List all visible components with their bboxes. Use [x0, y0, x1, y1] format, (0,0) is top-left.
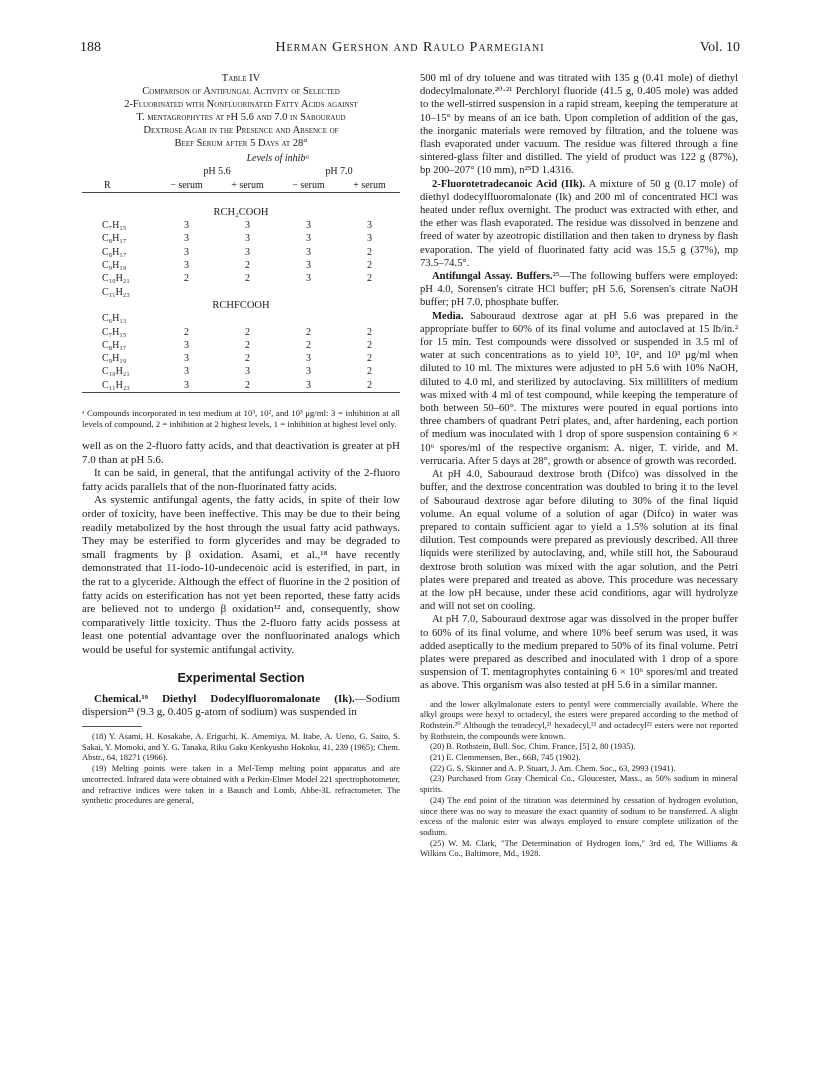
table-row	[82, 286, 400, 299]
inhibition-level: 2	[367, 353, 372, 365]
footnote: (18) Y. Asami, H. Kosakabe, A. Eriguchi, K. Amemiya, M. Itabe, A. Ueno, G. Saito, S. Sakai, Y. Momoki, and Y. G. Tanaka, Riku Gaku Kenkyusho Hokoku, 41, 239 (1965); Chem. Abstr., 64, 18271 (1966).	[82, 731, 400, 763]
inhibition-level: 3	[306, 273, 311, 285]
table-title-line: Comparison of Antifungal Activity of Selected	[142, 86, 340, 97]
r-header: R	[104, 179, 111, 191]
inhibition-level: 3	[306, 260, 311, 272]
inhibition-level: 3	[184, 260, 189, 272]
inhibition-level: 3	[367, 233, 372, 245]
table-row	[82, 312, 400, 325]
footnote: (19) Melting points were taken in a Mel-Temp melting point apparatus and are uncorrected. Infrared data were obtained with a Perkin-Elmer Model 221 spectrophotometer, and refractive indices were taken in a Bausch and Lomb, Abbe-3L refractometer. The synthetic procedures are general,	[82, 763, 400, 806]
inhibition-level: 2	[367, 366, 372, 378]
footnote: (22) G. S. Skinner and A. P. Stuart, J. Am. Chem. Soc., 63, 2993 (1941).	[430, 762, 676, 773]
inhibition-level: 2	[245, 260, 250, 272]
row-r-value: C₇H₁₅	[102, 220, 127, 232]
page-number: 188	[80, 40, 101, 55]
body-paragraph: well as on the 2-fluoro fatty acids, and that deactivation is greater at pH 7.0 than at pH 5.6.	[82, 440, 400, 466]
row-r-value: C₉H₁₉	[102, 353, 127, 365]
paragraph-text: Sabouraud dextrose agar at pH 5.6 was prepared in the appropriate buffer to 60% of its final volume and autoclaved at 15 lb/in.² for 15 min. Test compounds were dissolved or suspended in 3.5 ml of water at such concentrations as to yield 10³, 10², and 10³ μg/ml when diluted to 10 ml. The mixtures were adjusted to pH 5.6 with 10% NaOH, diluted to 4.0 ml, and sterilized by autoclaving. Six milliliters of medium was mixed with 4 ml of test compound, while keeping the temperature of both between 50–60°. The mixtures were poured in equal portions into three chambers of quadrant Petri plates, and, after hardening, each portion of medium was inoculated with 1 drop of spore suspension containing 6 × 10⁶ spores/ml of the respective organism: A. niger, T. viride, and M. verrucaria. After 5 days at 28°, growth or absence of growth was recorded.	[420, 310, 738, 467]
inhibition-level: 3	[245, 246, 250, 258]
col-header: + serum	[231, 179, 264, 191]
inhibition-level: 3	[184, 339, 189, 351]
ph-b-header: pH 7.0	[325, 166, 353, 178]
inhibition-level: 3	[306, 246, 311, 258]
table-title-line: Beef Serum after 5 Days at 28°	[174, 138, 308, 149]
inhibition-level: 3	[306, 379, 311, 391]
table-row	[82, 219, 400, 232]
section2-rows	[82, 312, 400, 392]
table-row	[82, 365, 400, 378]
table-iv	[82, 152, 400, 406]
inhibition-level: 2	[367, 379, 372, 391]
inhibition-level: 2	[306, 339, 311, 351]
right-body-text	[420, 72, 738, 693]
left-footnotes	[82, 731, 400, 806]
inhibition-level: 2	[245, 339, 250, 351]
inhibition-level	[339, 286, 400, 299]
table-label: Table IV	[221, 73, 261, 84]
row-r-value: C₁₁H₂₃	[102, 379, 130, 391]
body-paragraph: As systemic antifungal agents, the fatty acids, in spite of their low order of toxicity, have been ineffective. This may be due to their being readily metabolized by the host through the usual fatty acid pathways. They may be esterified to form glycerides and may be degraded to small fragments by β oxidation. Asami, et al.,¹⁸ have recently demonstrated that 11-iodo-10-undecenoic acid is esterified, in part, in the rat to a glyceride. Although the effect of fluorine in the 2 position of fatty acids on esterification has not yet been reported, these fatty acids are believed not to undergo β oxidation¹² and, consequently, show comparatively little toxicity. Thus the 2-fluoro fatty acids possess at least one potential advantage over the nonfluorinated analogs which would be useful for systemic antifungal activity.	[82, 494, 400, 656]
row-r-value: C₁₁H₂₃	[102, 286, 130, 298]
inhibition-level	[217, 312, 278, 325]
table-title-line: 2-Fluorinated with Nonfluorinated Fatty Acids against	[124, 99, 358, 110]
row-r-value: C₇H₁₅	[102, 326, 127, 338]
inhibition-level: 2	[367, 339, 372, 351]
inhibition-level: 3	[306, 233, 311, 245]
body-paragraph: It can be said, in general, that the antifungal activity of the 2-fluoro fatty acids parallels that of the non-fluorinated fatty acids.	[82, 467, 400, 493]
row-r-value: C₁₀H₂₁	[102, 273, 130, 285]
table-title	[82, 85, 400, 150]
body-paragraph: At pH 4.0, Sabouraud dextrose broth (Difco) was dissolved in the buffer, and the dextrose concentration was doubled to bring it to the level of Sabouraud dextrose agar before diluting to 30% of the final liquid volume. An equal volume of a solution of agar (Difco) in water was prepared to contain sufficient agar to yield a 1.5% solution at its final dilution. Test compounds were prepared as previously described. All three liquids were sterilized by autoclaving, and, while still hot, the Sabouraud dextrose broth solution was mixed with the agar solution, and the Petri plates were prepared and treated as above. This procedure was necessary at the low pH because, under these acid conditions, agar will hydrolyze and will not set on cooling.	[420, 469, 738, 613]
inhibition-level: 2	[245, 353, 250, 365]
inhibition-level: 3	[367, 220, 372, 232]
section-label-rch2cooh: RCH₂COOH	[213, 206, 269, 218]
inhibition-level: 2	[367, 273, 372, 285]
inhibition-level: 3	[306, 353, 311, 365]
inhibition-level: 2	[184, 326, 189, 338]
inhibition-level	[278, 312, 339, 325]
table-row	[82, 379, 400, 393]
experimental-heading: Experimental Section	[177, 670, 305, 685]
inhibition-level	[156, 312, 217, 325]
inhibition-level: 3	[184, 246, 189, 258]
inhibition-level	[217, 286, 278, 299]
body-paragraph	[420, 178, 738, 270]
inhibition-level: 3	[306, 220, 311, 232]
body-paragraph: 500 ml of dry toluene and was titrated with 135 g (0.41 mole) of diethyl dodecylmalonate.²⁰·²¹ Perchloryl fluoride (41.5 g, 0.405 mole) was added to the well-stirred suspension in a rapid stream, keeping the temperature at 10–15° by means of an ice bath. Upon completion of addition of the gas, the inorganic materials were removed by filtration, and the toluene was flash evaporated under vacuum. The residue was filtered through a fine sintered-glass filter and distilled. The yield of product was 122 g (87%), bp 200–207° (10 mm), n²⁵D 1.4316.	[420, 73, 738, 177]
col-header: − serum	[170, 179, 203, 191]
row-r-value: C₈H₁₇	[102, 233, 127, 245]
inhibition-level: 2	[306, 326, 311, 338]
table-row	[82, 272, 400, 285]
inhibition-level: 3	[245, 220, 250, 232]
inhibition-level: 3	[184, 366, 189, 378]
footnote: (25) W. M. Clark, "The Determination of Hydrogen Ions," 3rd ed, The Williams & Wilkins Co., Baltimore, Md., 1928.	[420, 837, 738, 859]
inhibition-level	[339, 312, 400, 325]
table-row	[82, 259, 400, 272]
table-row	[82, 232, 400, 245]
row-r-value: C₉H₁₉	[102, 260, 127, 272]
paragraph-heading: 2-Fluorotetradecanoic Acid (IIk).	[432, 178, 586, 190]
left-column	[82, 72, 400, 806]
row-r-value: C₈H₁₇	[102, 339, 127, 351]
levels-header: Levels of inhibᵃ	[246, 153, 310, 164]
row-r-value: C₁₀H₂₁	[102, 366, 130, 378]
inhibition-level: 2	[245, 379, 250, 391]
right-column	[420, 72, 738, 859]
table-title-line: Dextrose Agar in the Presence and Absence of	[143, 125, 339, 136]
right-footnotes	[420, 699, 738, 860]
experimental-para	[82, 693, 400, 720]
footnote: (24) The end point of the titration was determined by cessation of hydrogen evolution, since there was no way to measure the exact quantity of sodium to be transferred. A slight excess of the malonic ester was always employed to ensure complete utilization of the sodium.	[420, 794, 738, 837]
inhibition-level: 3	[245, 366, 250, 378]
inhibition-level: 2	[367, 260, 372, 272]
paragraph-text: ²⁵—The following buffers were employed: pH 4.0, Sorensen's citrate HCl buffer; pH 5.6, Sorensen's citrate NaOH buffer; pH 7.0, phosphate buffer.	[420, 271, 738, 309]
body-paragraph	[420, 310, 738, 468]
inhibition-level: 3	[184, 379, 189, 391]
section1-rows	[82, 219, 400, 299]
inhibition-level: 3	[306, 366, 311, 378]
page-header	[80, 40, 740, 58]
col-header: + serum	[353, 179, 386, 191]
body-paragraph	[420, 270, 738, 310]
table-title-line: T. mentagrophytes at pH 5.6 and 7.0 in Sabouraud	[136, 112, 346, 123]
inhibition-level: 3	[184, 220, 189, 232]
footnote: and the lower alkylmalonate esters to pentyl were commercially available. Where the alkyl groups were hexyl to octadecyl, the esters were prepared according to the method of Rothstein.²⁰ Although the tetradecyl,²¹ hexadecyl,²² and octadecyl²² esters were not reported by Rothstein, the compounds were known.	[420, 698, 738, 741]
table-row	[82, 339, 400, 352]
inhibition-level	[156, 286, 217, 299]
row-r-value: C₆H₁₃	[102, 313, 127, 325]
section-label-rchfcooh: RCHFCOOH	[212, 299, 270, 311]
para-text: —Sodium dispersion²³ (9.3 g, 0.405 g-atom of sodium) was suspended in	[82, 692, 400, 719]
inhibition-level: 3	[184, 353, 189, 365]
table-row	[82, 326, 400, 339]
inhibition-level: 2	[184, 273, 189, 285]
ph-a-header: pH 5.6	[203, 166, 231, 178]
volume-label: Vol. 10	[699, 40, 740, 55]
inhibition-level: 2	[367, 246, 372, 258]
table-footnote: ᵃ Compounds incorporated in test medium at 10³, 10², and 10³ μg/ml: 3 = inhibition at all levels of compound, 2 = inhibition at 2 highest levels, 1 = inhibition at highest level only.	[82, 408, 400, 430]
row-r-value: C₈H₁₇	[102, 246, 127, 258]
paragraph-text: A mixture of 50 g (0.17 mole) of diethyl dodecylfluoromalonate (Ik) and 200 ml of concentrated HCl was heated under reflux overnight. The product was extracted with ether, and the ether was flash evaporated. The residue was dissolved in benzene and freed of water by azeotropic distillation and then taken to dryness by flash evaporation. The yield of fluorinated fatty acid was 15.5 g (37%), mp 73.5–74.5°.	[420, 178, 738, 269]
col-header: − serum	[292, 179, 325, 191]
compound-title: Diethyl Dodecylfluoromalonate (Ik).	[162, 692, 355, 705]
footnote: (21) E. Clemmensen, Ber., 66B, 745 (1902).	[430, 752, 581, 763]
left-body-text	[82, 440, 400, 658]
inhibition-level: 3	[245, 233, 250, 245]
table-row	[82, 246, 400, 259]
inhibition-level: 2	[245, 326, 250, 338]
chemical-lead: Chemical.¹⁹	[94, 692, 148, 705]
body-paragraph: At pH 7.0, Sabouraud dextrose agar was dissolved in the proper buffer to 60% of its final volume, and where 10% beef serum was used, it was added aseptically to the medium prepared to 50% of its final volume. Petri plates were prepared as described and inoculated with 1 drop of a spore suspension of T. mentagrophytes containing 6 × 10⁶ spores/ml and treated as above. This organism was also tested at pH 5.6 in a similar manner.	[420, 614, 738, 692]
inhibition-level: 2	[367, 326, 372, 338]
paragraph-heading: Media.	[432, 310, 464, 322]
inhibition-level: 3	[184, 233, 189, 245]
table-row	[82, 352, 400, 365]
footnote-separator	[82, 726, 142, 727]
inhibition-level	[278, 286, 339, 299]
running-title: Herman Gershon and Raulo Parmegiani	[275, 40, 545, 55]
paragraph-heading: Antifungal Assay. Buffers.	[432, 271, 553, 283]
footnote: (20) B. Rothstein, Bull. Soc. Chim. France, [5] 2, 80 (1935).	[430, 741, 636, 752]
footnote: (23) Purchased from Gray Chemical Co., Gloucester, Mass., as 50% sodium in mineral spirits.	[420, 773, 738, 795]
inhibition-level: 2	[245, 273, 250, 285]
